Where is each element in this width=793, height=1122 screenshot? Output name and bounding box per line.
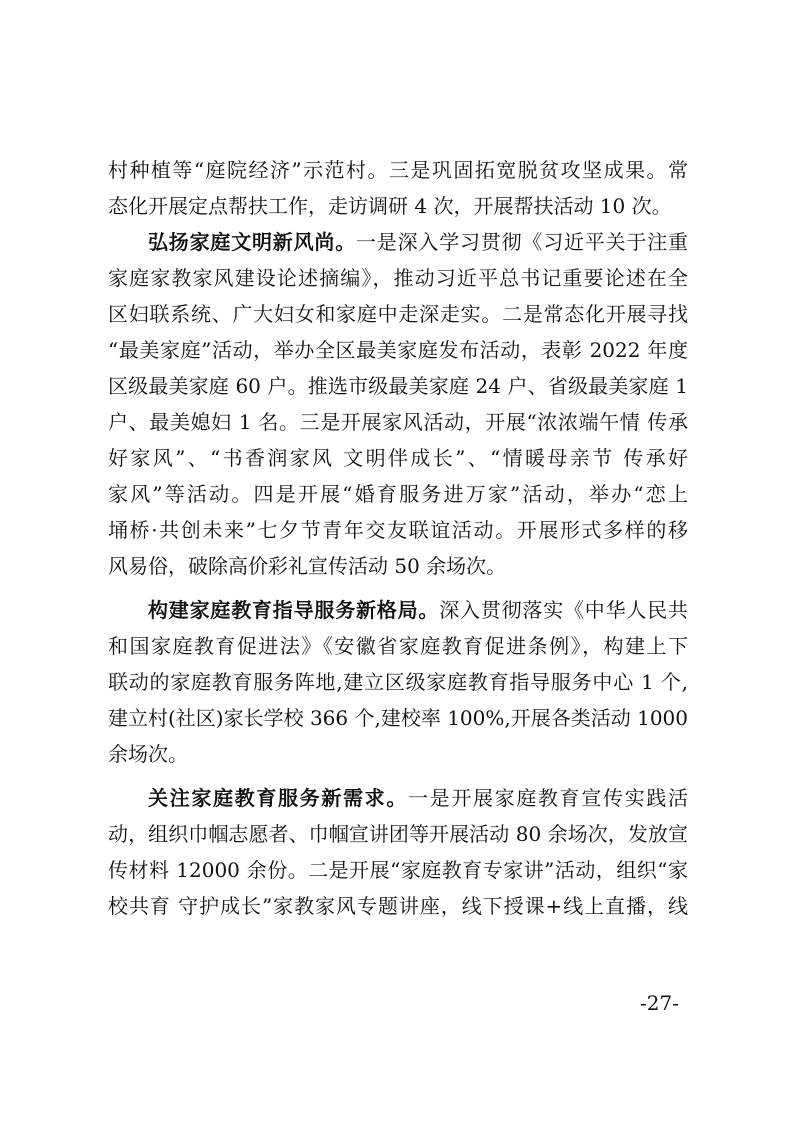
- text-line: 家风”等活动。四是开展“婚育服务进万家”活动，举办“恋上: [108, 482, 688, 506]
- page-number: -27-: [640, 991, 679, 1015]
- text-line: 联动的家庭教育服务阵地,建立区级家庭教育指导服务中心 1 个,: [108, 670, 688, 694]
- paragraph-heading: 弘扬家庭文明新风尚。: [148, 230, 356, 254]
- paragraph-first-line: [108, 224, 688, 260]
- text-line: 村种植等“庭院经济”示范村。三是巩固拓宽脱贫攻坚成果。常: [108, 158, 688, 182]
- paragraph-heading: 构建家庭教育指导服务新格局。: [148, 598, 440, 622]
- paragraph-first-line: [108, 592, 688, 628]
- text-line: 态化开展定点帮扶工作，走访调研 4 次，开展帮扶活动 10 次。: [108, 194, 672, 218]
- text-line: 区级最美家庭 60 户。推选市级最美家庭 24 户、省级最美家庭 1: [108, 374, 688, 398]
- body-text: [108, 152, 688, 924]
- text-line: 户、最美媳妇 1 名。三是开展家风活动，开展“浓浓端午情 传承: [108, 410, 688, 434]
- text-line: 区妇联系统、广大妇女和家庭中走深走实。二是常态化开展寻找: [108, 302, 688, 326]
- text-line: 和国家庭教育促进法》《安徽省家庭教育促进条例》，构建上下: [108, 634, 688, 658]
- text-line: 校共育 守护成长”家教家风专题讲座，线下授课+线上直播，线: [108, 894, 688, 918]
- text-run: 一是开展家庭教育宣传实践活: [408, 786, 688, 810]
- text-line: 余场次。: [108, 742, 188, 766]
- text-line: 好家风”、“书香润家风 文明伴成长”、“情暖母亲节 传承好: [108, 446, 688, 470]
- paragraph-first-line: [108, 780, 688, 816]
- text-line: 传材料 12000 余份。二是开展“家庭教育专家讲”活动，组织“家: [108, 858, 688, 882]
- text-line: 动，组织巾帼志愿者、巾帼宣讲团等开展活动 80 余场次，发放宣: [108, 822, 688, 846]
- text-line: 埇桥·共创未来”七夕节青年交友联谊活动。开展形式多样的移: [108, 518, 688, 542]
- text-run: 深入贯彻落实《中华人民共: [439, 598, 689, 622]
- paragraph-heading: 关注家庭教育服务新需求。: [148, 786, 408, 810]
- text-line: 建立村(社区)家长学校 366 个,建校率 100%,开展各类活动 1000: [108, 706, 688, 730]
- text-line: 家庭家教家风建设论述摘编》，推动习近平总书记重要论述在全: [108, 266, 688, 290]
- text-line: “最美家庭”活动，举办全区最美家庭发布活动，表彰 2022 年度: [108, 338, 688, 362]
- text-run: 一是深入学习贯彻《习近平关于注重: [356, 230, 688, 254]
- text-line: 风易俗，破除高价彩礼宣传活动 50 余场次。: [108, 554, 507, 578]
